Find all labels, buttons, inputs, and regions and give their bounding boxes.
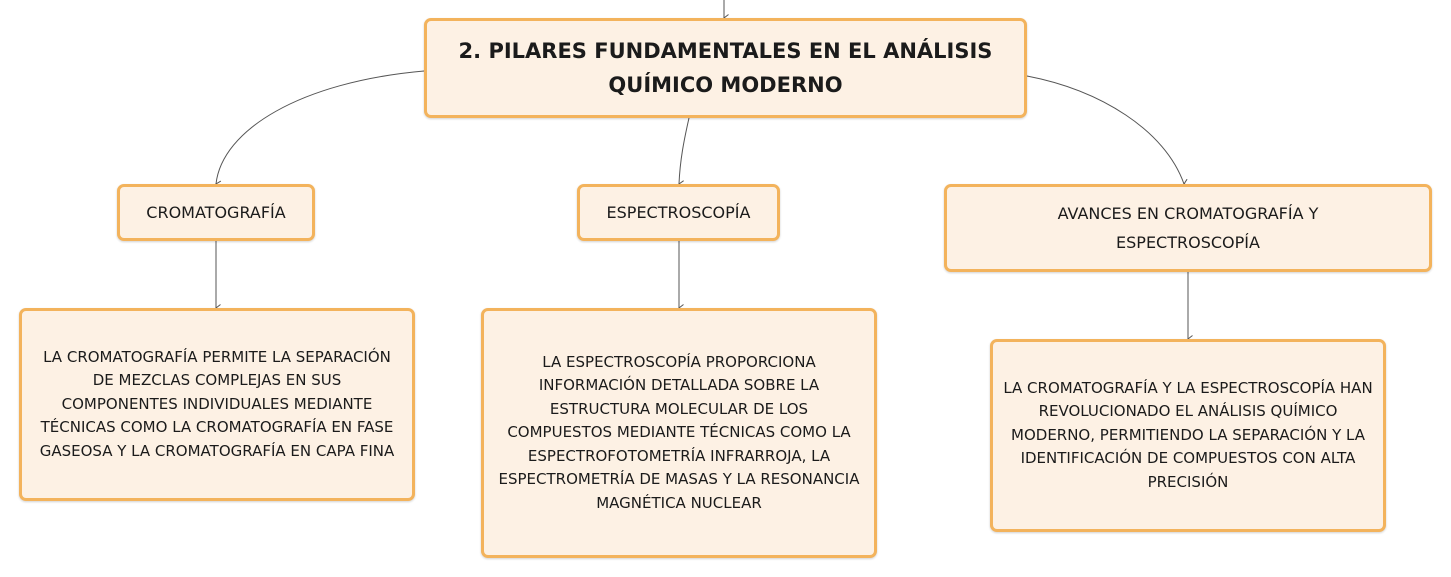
root-topic-node[interactable] <box>424 18 1027 118</box>
branch-label-avances: AVANCES EN CROMATOGRAFÍA Y ESPECTROSCOPÍA <box>1057 204 1319 252</box>
detail-text-espectroscopia: LA ESPECTROSCOPÍA PROPORCIONA INFORMACIÓN DETALLADA SOBRE LA ESTRUCTURA MOLECULAR DE LOS COMPUESTOS MEDIANTE TÉCNICAS COMO LA ESPECTROFOTOMETRÍA INFRARROJA, LA ESPECTROMETRÍA DE MASAS Y LA RESONANCIA MAGNÉTICA NUCLEAR <box>498 352 860 512</box>
detail-text-avances: LA CROMATOGRAFÍA Y LA ESPECTROSCOPÍA HAN REVOLUCIONADO EL ANÁLISIS QUÍMICO MODERNO, PERMITIENDO LA SEPARACIÓN Y LA IDENTIFICACIÓN DE COMPUESTOS CON ALTA PRECISIÓN <box>1003 378 1373 491</box>
detail-node-espectroscopia[interactable] <box>481 308 877 558</box>
connector-root-to-avances <box>1027 76 1184 184</box>
connector-root-to-cromatografia <box>216 71 424 184</box>
root-topic-title: 2. PILARES FUNDAMENTALES EN EL ANÁLISIS QUÍMICO MODERNO <box>458 39 993 97</box>
detail-text-cromatografia: LA CROMATOGRAFÍA PERMITE LA SEPARACIÓN DE MEZCLAS COMPLEJAS EN SUS COMPONENTES INDIVIDUALES MEDIANTE TÉCNICAS COMO LA CROMATOGRAFÍA EN FASE GASEOSA Y LA CROMATOGRAFÍA EN CAPA FINA <box>39 347 395 460</box>
branch-label-cromatografia: CROMATOGRAFÍA <box>146 203 286 222</box>
detail-node-avances[interactable] <box>990 339 1386 532</box>
branch-node-cromatografia[interactable] <box>117 184 315 241</box>
branch-node-espectroscopia[interactable] <box>577 184 780 241</box>
branch-node-avances[interactable] <box>944 184 1432 272</box>
detail-node-cromatografia[interactable] <box>19 308 415 501</box>
branch-label-espectroscopia: ESPECTROSCOPÍA <box>606 203 751 222</box>
connector-root-to-espectroscopia <box>679 118 689 184</box>
